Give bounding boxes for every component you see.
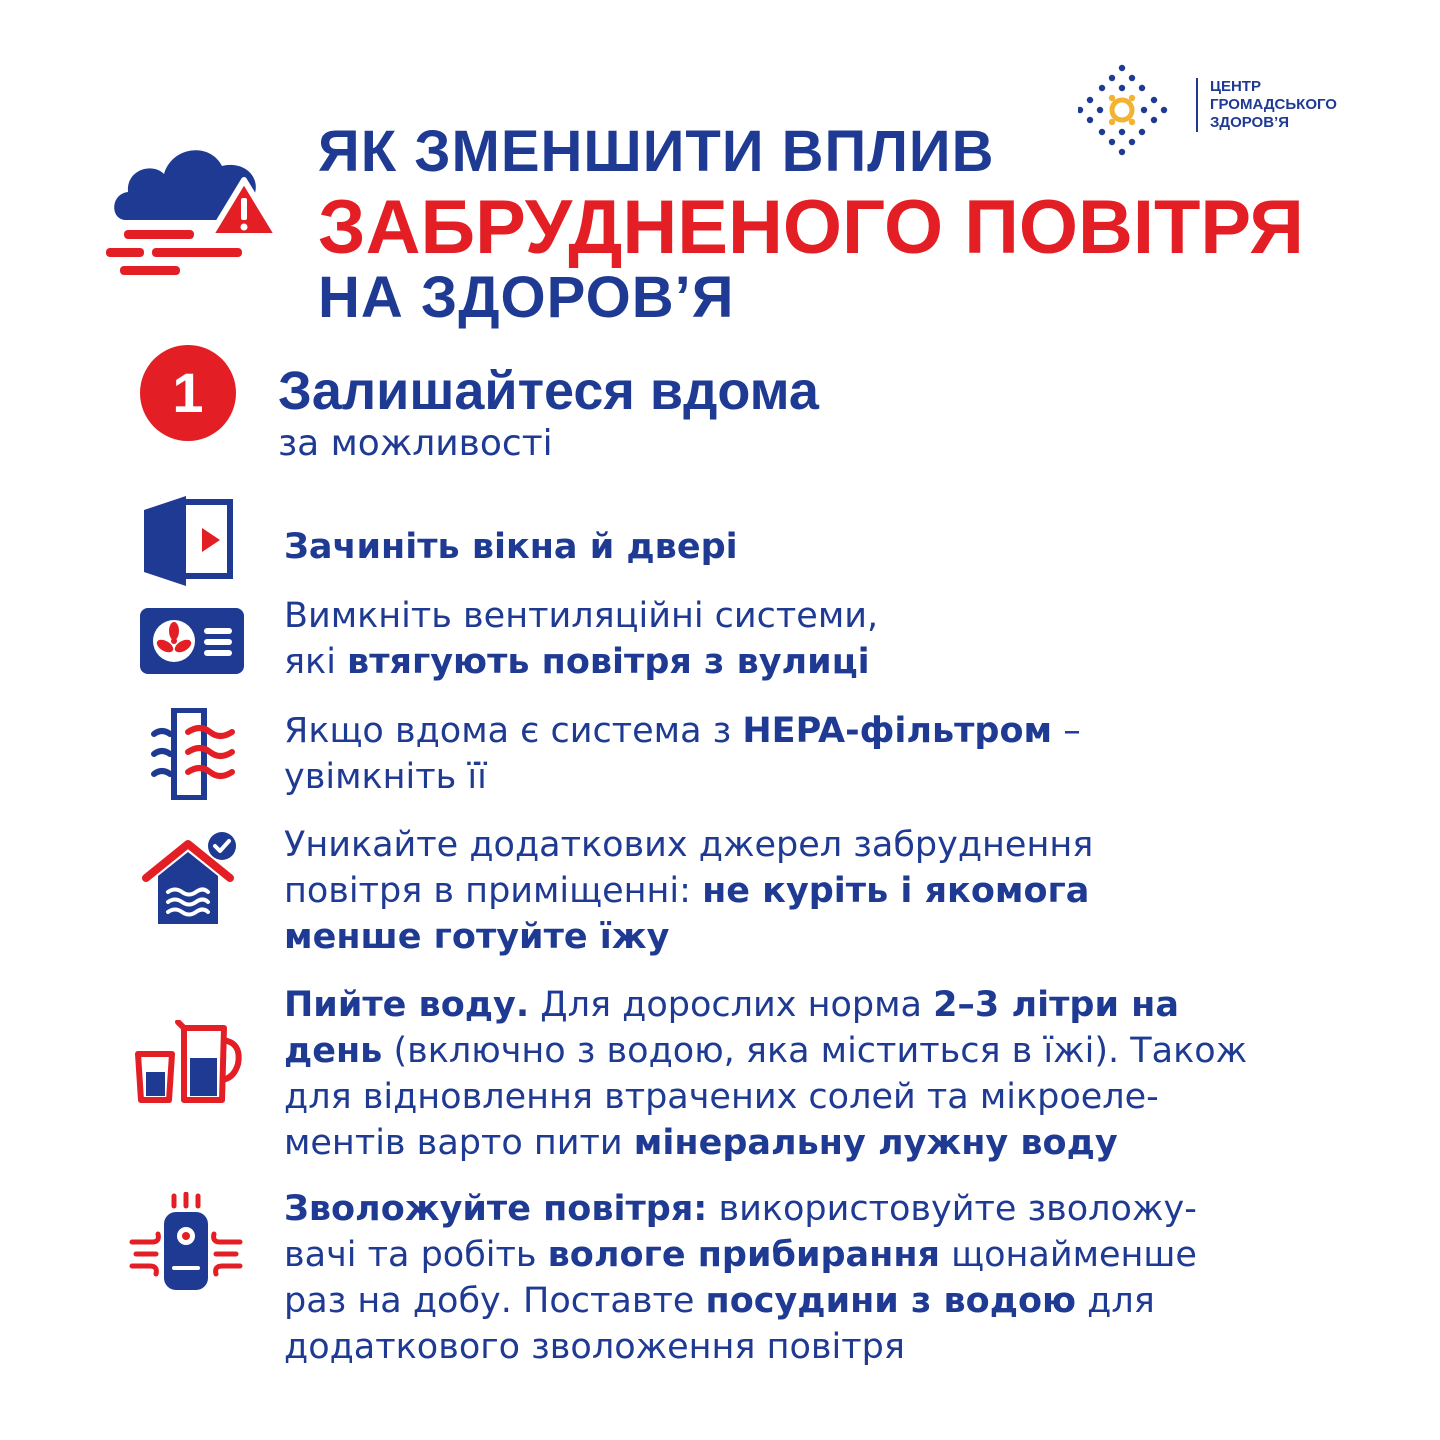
text: для відновлення втрачених солей та мікроеле- <box>284 1077 1159 1117</box>
text: Для дорослих норма <box>529 985 934 1025</box>
section-subheading: за можливості <box>278 423 553 464</box>
polluted-cloud-warning-icon <box>106 132 286 280</box>
item-line <box>284 868 1093 914</box>
item-humidify <box>284 1186 1197 1370</box>
house-icon <box>142 830 242 926</box>
item-line <box>284 1186 1197 1232</box>
bold-text: день <box>284 1031 383 1071</box>
item-line <box>284 1028 1247 1074</box>
logo-line: ГРОМАДСЬКОГО <box>1210 96 1337 113</box>
item-line <box>284 1324 1197 1370</box>
text: раз на добу. Поставте <box>284 1281 706 1321</box>
text: для <box>1076 1281 1155 1321</box>
text: Якщо вдома є система з <box>284 711 743 751</box>
bold-text: посудини з водою <box>705 1281 1077 1321</box>
text: вачі та робіть <box>284 1235 548 1275</box>
title-line-3: НА ЗДОРОВ’Я <box>318 265 735 330</box>
item-line <box>284 708 1081 754</box>
item-drink-water <box>284 982 1247 1166</box>
item-line <box>284 822 1093 868</box>
item-line <box>284 982 1247 1028</box>
section-heading: Залишайтеся вдома <box>278 361 819 421</box>
logo <box>1078 60 1348 160</box>
bold-text: вологе прибирання <box>547 1235 940 1275</box>
item-line <box>284 1232 1197 1278</box>
item-line <box>284 1120 1247 1166</box>
logo-line: ЗДОРОВ’Я <box>1210 114 1290 131</box>
item-line <box>284 1074 1247 1120</box>
logo-mark-icon <box>1078 60 1178 160</box>
bold-text: HEPA-фільтром <box>742 711 1053 751</box>
text: які <box>284 642 348 682</box>
door-icon <box>140 496 236 586</box>
hepa-filter-icon <box>150 708 236 800</box>
title-line-1: ЯК ЗМЕНШИТИ ВПЛИВ <box>318 119 995 184</box>
text: – <box>1052 711 1081 751</box>
item-line <box>284 914 1093 960</box>
item-avoid-sources <box>284 822 1093 960</box>
text: повітря в приміщенні: <box>284 871 703 911</box>
bold-text: втягують повітря з вулиці <box>347 642 870 682</box>
title-line-2: ЗАБРУДНЕНОГО ПОВІТРЯ <box>318 185 1304 270</box>
item-line <box>284 593 878 639</box>
logo-text <box>1196 78 1337 132</box>
humidifier-icon <box>128 1192 244 1292</box>
text: Уникайте додаткових джерел забруднення <box>284 825 1094 865</box>
logo-line: ЦЕНТР <box>1210 78 1261 95</box>
bold-text: Зволожуйте повітря: <box>284 1189 708 1229</box>
item-line <box>284 1278 1197 1324</box>
section-number-badge: 1 <box>140 345 236 441</box>
item-hepa-filter <box>284 708 1081 800</box>
text: додаткового зволоження повітря <box>284 1327 905 1367</box>
ventilation-icon <box>140 608 244 674</box>
item-line <box>284 524 738 570</box>
bold-text: Пийте воду. <box>284 985 530 1025</box>
bold-text: Зачиніть вікна й двері <box>284 527 738 567</box>
text: ментів варто пити <box>284 1123 634 1163</box>
bold-text: не куріть і якомога <box>702 871 1090 911</box>
bold-text: 2–3 літри на <box>933 985 1179 1025</box>
item-line <box>284 639 878 685</box>
bold-text: мінеральну лужну воду <box>633 1123 1118 1163</box>
text: увімкніть її <box>284 757 487 797</box>
bold-text: менше готуйте їжу <box>284 917 670 957</box>
text: використовуйте зволожу- <box>707 1189 1197 1229</box>
text: (включно з водою, яка міститься в їжі). Також <box>382 1031 1248 1071</box>
item-ventilation <box>284 593 878 685</box>
water-jug-icon <box>134 1020 246 1104</box>
text: щонайменше <box>939 1235 1197 1275</box>
item-line <box>284 754 1081 800</box>
item-close-windows <box>284 524 738 570</box>
text: Вимкніть вентиляційні системи, <box>284 596 879 636</box>
